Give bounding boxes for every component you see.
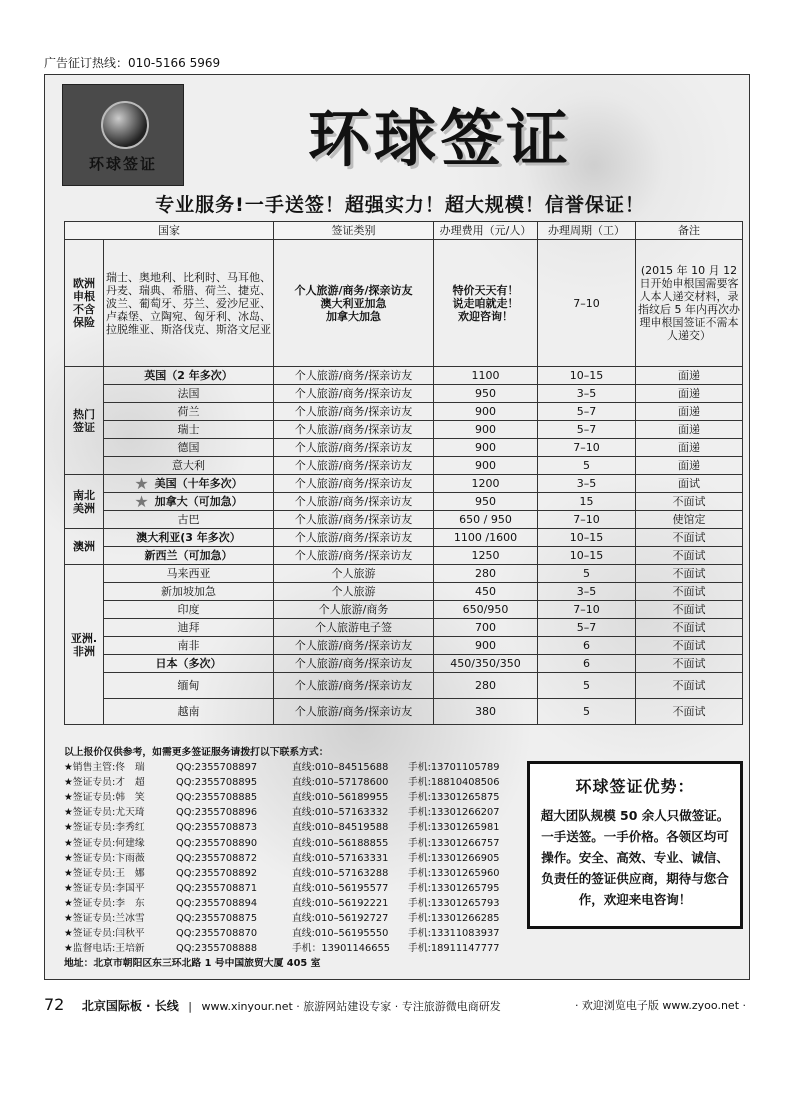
country-cell: 古巴 <box>104 511 274 529</box>
table-row <box>65 699 743 725</box>
period-cell: 6 <box>538 637 636 655</box>
contact-mobile: 手机:18911147777 <box>408 943 500 955</box>
note-cell: 不面试 <box>636 601 743 619</box>
note-cell: 不面试 <box>636 637 743 655</box>
period-cell: 15 <box>538 493 636 511</box>
europe-fee: 特价天天有！ 说走咱就走！ 欢迎咨询！ <box>434 240 538 367</box>
visa-price-table <box>64 221 743 725</box>
contact-name: ★签证专员:李 东 <box>64 897 145 909</box>
contact-qq: QQ:2355708875 <box>176 913 258 925</box>
note-cell: 不面试 <box>636 619 743 637</box>
fee-cell: 650/950 <box>434 601 538 619</box>
fee-cell: 650 / 950 <box>434 511 538 529</box>
contact-name: ★签证专员:闫秋平 <box>64 928 145 940</box>
contact-qq: QQ:2355708885 <box>176 792 258 804</box>
country-cell: 法国 <box>104 385 274 403</box>
contact-qq: QQ:2355708894 <box>176 897 258 909</box>
country-cell: 日本（多次） <box>104 655 274 673</box>
col-header-country: 国家 <box>65 222 274 240</box>
country-name: 加拿大（可加急） <box>154 495 243 508</box>
period-cell: 5 <box>538 565 636 583</box>
table-row <box>65 439 743 457</box>
contact-mobile: 手机:13301266757 <box>408 837 500 849</box>
star-icon: ★ <box>134 474 149 493</box>
contact-name: ★签证专员:兰冰雪 <box>64 913 145 925</box>
table-row <box>65 619 743 637</box>
table-header-row <box>65 222 743 240</box>
list-item <box>64 866 534 881</box>
type-cell: 个人旅游/商务/探亲访友 <box>274 637 434 655</box>
contact-mobile: 手机:13301265795 <box>408 882 500 894</box>
type-cell: 个人旅游/商务/探亲访友 <box>274 403 434 421</box>
contact-phone: 直线:010–84515688 <box>292 762 389 774</box>
contact-name: ★监督电话:王培新 <box>64 943 145 955</box>
list-item <box>64 926 534 941</box>
address: 地址：北京市朝阳区东三环北路 1 号中国旅贸大厦 405 室 <box>64 958 321 970</box>
contact-mobile: 手机:13701105789 <box>408 762 500 774</box>
type-cell: 个人旅游/商务 <box>274 601 434 619</box>
period-cell: 5–7 <box>538 619 636 637</box>
type-cell: 个人旅游/商务/探亲访友 <box>274 457 434 475</box>
contact-name: ★签证专员:尤天琦 <box>64 807 145 819</box>
type-cell: 个人旅游/商务/探亲访友 <box>274 493 434 511</box>
contact-mobile: 手机:13301265875 <box>408 792 500 804</box>
contact-phone: 直线:010–57178600 <box>292 777 389 789</box>
period-cell: 10–15 <box>538 547 636 565</box>
region-oceania: 澳洲 <box>65 529 104 565</box>
contact-list <box>64 745 534 971</box>
europe-countries: 瑞士、奥地利、比利时、马耳他、丹麦、瑞典、希腊、荷兰、捷克、波兰、葡萄牙、芬兰、爱沙尼亚、卢森堡、立陶宛、匈牙利、冰岛、拉脱维亚、斯洛伐克、斯洛文尼亚 <box>104 240 274 367</box>
contact-qq: QQ:2355708897 <box>176 762 258 774</box>
page-footer <box>44 995 750 1014</box>
table-row <box>65 511 743 529</box>
contact-qq: QQ:2355708890 <box>176 837 258 849</box>
contact-phone: 直线:010–57163332 <box>292 807 389 819</box>
type-cell: 个人旅游 <box>274 583 434 601</box>
country-cell: 新西兰（可加急） <box>104 547 274 565</box>
country-cell: 马来西亚 <box>104 565 274 583</box>
slogan: 专业服务!一手送签！超强实力！超大规模！信誉保证！ <box>155 194 645 216</box>
period-cell: 7–10 <box>538 511 636 529</box>
note-cell: 面递 <box>636 457 743 475</box>
contact-qq: QQ:2355708871 <box>176 882 258 894</box>
list-item <box>64 851 534 866</box>
contact-qq: QQ:2355708872 <box>176 852 258 864</box>
contact-name: ★签证专员:才 超 <box>64 777 145 789</box>
fee-cell: 280 <box>434 673 538 699</box>
page-title: 环球签证 <box>307 102 572 175</box>
region-americas: 南北 美洲 <box>65 475 104 529</box>
table-row <box>65 457 743 475</box>
note-cell: 面试 <box>636 475 743 493</box>
fee-cell: 900 <box>434 637 538 655</box>
note-cell: 使馆定 <box>636 511 743 529</box>
note-cell: 不面试 <box>636 583 743 601</box>
list-item <box>64 881 534 896</box>
table-row <box>65 655 743 673</box>
country-cell <box>104 493 274 511</box>
table-row <box>65 547 743 565</box>
note-cell: 面递 <box>636 403 743 421</box>
contact-name: ★签证专员:王 娜 <box>64 867 145 879</box>
list-item <box>64 911 534 926</box>
contact-mobile: 手机:13301266285 <box>408 913 500 925</box>
period-cell: 7–10 <box>538 601 636 619</box>
fee-cell: 280 <box>434 565 538 583</box>
note-cell: 面递 <box>636 367 743 385</box>
contact-phone: 直线:010–56192727 <box>292 913 389 925</box>
fee-cell: 380 <box>434 699 538 725</box>
fee-cell: 950 <box>434 493 538 511</box>
country-cell: 越南 <box>104 699 274 725</box>
contact-mobile: 手机:13301265793 <box>408 897 500 909</box>
col-header-period: 办理周期（工） <box>538 222 636 240</box>
footer-site: www.xinyour.net · 旅游网站建设专家 · 专注旅游微电商研发 <box>201 1000 501 1013</box>
country-cell: 新加坡加急 <box>104 583 274 601</box>
table-row <box>65 475 743 493</box>
col-header-note: 备注 <box>636 222 743 240</box>
type-cell: 个人旅游/商务/探亲访友 <box>274 655 434 673</box>
type-cell: 个人旅游/商务/探亲访友 <box>274 439 434 457</box>
list-item <box>64 941 534 956</box>
contact-phone: 直线:010–56192221 <box>292 897 389 909</box>
table-row <box>65 529 743 547</box>
star-icon: ★ <box>134 492 149 511</box>
country-cell <box>104 475 274 493</box>
contact-phone: 手机：13901146655 <box>292 943 390 955</box>
contact-mobile: 手机:13301265960 <box>408 867 500 879</box>
globe-icon <box>101 101 149 149</box>
contact-name: ★销售主管:佟 瑞 <box>64 762 145 774</box>
table-row <box>65 601 743 619</box>
note-cell: 不面试 <box>636 655 743 673</box>
type-cell: 个人旅游/商务/探亲访友 <box>274 421 434 439</box>
contact-phone: 直线:010–57163331 <box>292 852 389 864</box>
list-item <box>64 896 534 911</box>
list-item <box>64 836 534 851</box>
contact-name: ★签证专员:李国平 <box>64 882 145 894</box>
ad-hotline: 广告征订热线：010-5166 5969 <box>44 56 221 70</box>
country-cell: 印度 <box>104 601 274 619</box>
logo <box>62 84 184 186</box>
contact-mobile: 手机:18810408506 <box>408 777 500 789</box>
contact-name: ★签证专员:韩 笑 <box>64 792 145 804</box>
type-cell: 个人旅游 <box>274 565 434 583</box>
contact-name: ★签证专员:李秀红 <box>64 822 145 834</box>
table-row <box>65 385 743 403</box>
fee-cell: 700 <box>434 619 538 637</box>
fee-cell: 1100 /1600 <box>434 529 538 547</box>
note-cell: 不面试 <box>636 699 743 725</box>
contact-name: ★签证专员:卞雨薇 <box>64 852 145 864</box>
fee-cell: 450/350/350 <box>434 655 538 673</box>
contact-mobile: 手机:13301266905 <box>408 852 500 864</box>
type-cell: 个人旅游/商务/探亲访友 <box>274 699 434 725</box>
table-row <box>65 493 743 511</box>
contact-phone: 直线:010–57163288 <box>292 867 389 879</box>
period-cell: 5 <box>538 673 636 699</box>
country-cell: 迪拜 <box>104 619 274 637</box>
contact-qq: QQ:2355708873 <box>176 822 258 834</box>
contact-intro: 以上报价仅供参考，如需更多签证服务请拨打以下联系方式： <box>64 747 329 758</box>
fee-cell: 1100 <box>434 367 538 385</box>
table-row <box>65 421 743 439</box>
country-cell: 瑞士 <box>104 421 274 439</box>
contact-mobile: 手机:13301266207 <box>408 807 500 819</box>
table-row-europe <box>65 240 743 367</box>
period-cell: 10–15 <box>538 529 636 547</box>
country-cell: 英国（2 年多次） <box>104 367 274 385</box>
footer-section: 北京国际板 · 长线 <box>81 999 179 1013</box>
note-cell: 不面试 <box>636 547 743 565</box>
type-cell: 个人旅游/商务/探亲访友 <box>274 529 434 547</box>
fee-cell: 950 <box>434 385 538 403</box>
period-cell: 5 <box>538 457 636 475</box>
region-hot: 热门 签证 <box>65 367 104 475</box>
col-header-fee: 办理费用（元/人） <box>434 222 538 240</box>
fee-cell: 1200 <box>434 475 538 493</box>
contact-qq: QQ:2355708896 <box>176 807 258 819</box>
advantage-title: 环球签证优势： <box>575 777 695 796</box>
europe-note: (2015 年 10 月 12 日开始申根国需要客人本人递交材料，录指纹后 5 年内再次办理申根国签证不需本人递交） <box>636 240 743 367</box>
page-number: 72 <box>44 995 65 1014</box>
list-item <box>64 790 534 805</box>
period-cell: 5 <box>538 699 636 725</box>
fee-cell: 1250 <box>434 547 538 565</box>
contact-qq: QQ:2355708895 <box>176 777 258 789</box>
type-cell: 个人旅游电子签 <box>274 619 434 637</box>
country-cell: 缅甸 <box>104 673 274 699</box>
region-asia-africa: 亚洲. 非洲 <box>65 565 104 725</box>
advantage-body: 超大团队规模 50 余人只做签证。一手送签。一手价格。各领区均可操作。安全、高效、专业、诚信、负责任的签证供应商，期待与您合作，欢迎来电咨询！ <box>540 808 730 907</box>
advantage-box <box>527 761 743 929</box>
table-row <box>65 673 743 699</box>
period-cell: 3–5 <box>538 475 636 493</box>
table-row <box>65 367 743 385</box>
type-cell: 个人旅游/商务/探亲访友 <box>274 673 434 699</box>
list-item <box>64 760 534 775</box>
region-europe: 欧洲 申根 不含 保险 <box>65 240 104 367</box>
contact-qq: QQ:2355708888 <box>176 943 258 955</box>
contact-phone: 直线:010–56189955 <box>292 792 389 804</box>
table-row <box>65 583 743 601</box>
fee-cell: 900 <box>434 457 538 475</box>
contact-phone: 直线:010–56195577 <box>292 882 389 894</box>
footer-right: · 欢迎浏览电子版 www.zyoo.net · <box>574 999 746 1012</box>
type-cell: 个人旅游/商务/探亲访友 <box>274 547 434 565</box>
type-cell: 个人旅游/商务/探亲访友 <box>274 367 434 385</box>
period-cell: 3–5 <box>538 385 636 403</box>
list-item <box>64 805 534 820</box>
table-row <box>65 403 743 421</box>
period-cell: 7–10 <box>538 439 636 457</box>
table-row <box>65 565 743 583</box>
list-item <box>64 820 534 835</box>
country-cell: 意大利 <box>104 457 274 475</box>
contact-phone: 直线:010–84519588 <box>292 822 389 834</box>
country-cell: 荷兰 <box>104 403 274 421</box>
country-cell: 澳大利亚(3 年多次） <box>104 529 274 547</box>
note-cell: 面递 <box>636 421 743 439</box>
period-cell: 3–5 <box>538 583 636 601</box>
period-cell: 5–7 <box>538 421 636 439</box>
logo-text: 环球签证 <box>88 155 157 173</box>
list-item <box>64 775 534 790</box>
fee-cell: 900 <box>434 421 538 439</box>
europe-visa-type: 个人旅游/商务/探亲访友 澳大利亚加急 加拿大加急 <box>274 240 434 367</box>
type-cell: 个人旅游/商务/探亲访友 <box>274 385 434 403</box>
contact-mobile: 手机:13311083937 <box>408 928 500 940</box>
divider: | <box>188 1000 192 1013</box>
note-cell: 面递 <box>636 439 743 457</box>
period-cell: 10–15 <box>538 367 636 385</box>
contact-name: ★签证专员:何建缘 <box>64 837 145 849</box>
country-cell: 南非 <box>104 637 274 655</box>
note-cell: 不面试 <box>636 493 743 511</box>
fee-cell: 900 <box>434 403 538 421</box>
table-row <box>65 637 743 655</box>
note-cell: 面递 <box>636 385 743 403</box>
europe-period: 7–10 <box>538 240 636 367</box>
contact-qq: QQ:2355708892 <box>176 867 258 879</box>
col-header-type: 签证类别 <box>274 222 434 240</box>
country-name: 美国（十年多次） <box>154 477 243 490</box>
fee-cell: 450 <box>434 583 538 601</box>
contact-phone: 直线:010–56188855 <box>292 837 389 849</box>
contact-qq: QQ:2355708870 <box>176 928 258 940</box>
contact-phone: 直线:010–56195550 <box>292 928 389 940</box>
type-cell: 个人旅游/商务/探亲访友 <box>274 475 434 493</box>
contact-mobile: 手机:13301265981 <box>408 822 500 834</box>
type-cell: 个人旅游/商务/探亲访友 <box>274 511 434 529</box>
fee-cell: 900 <box>434 439 538 457</box>
note-cell: 不面试 <box>636 565 743 583</box>
period-cell: 5–7 <box>538 403 636 421</box>
country-cell: 德国 <box>104 439 274 457</box>
note-cell: 不面试 <box>636 673 743 699</box>
note-cell: 不面试 <box>636 529 743 547</box>
period-cell: 6 <box>538 655 636 673</box>
